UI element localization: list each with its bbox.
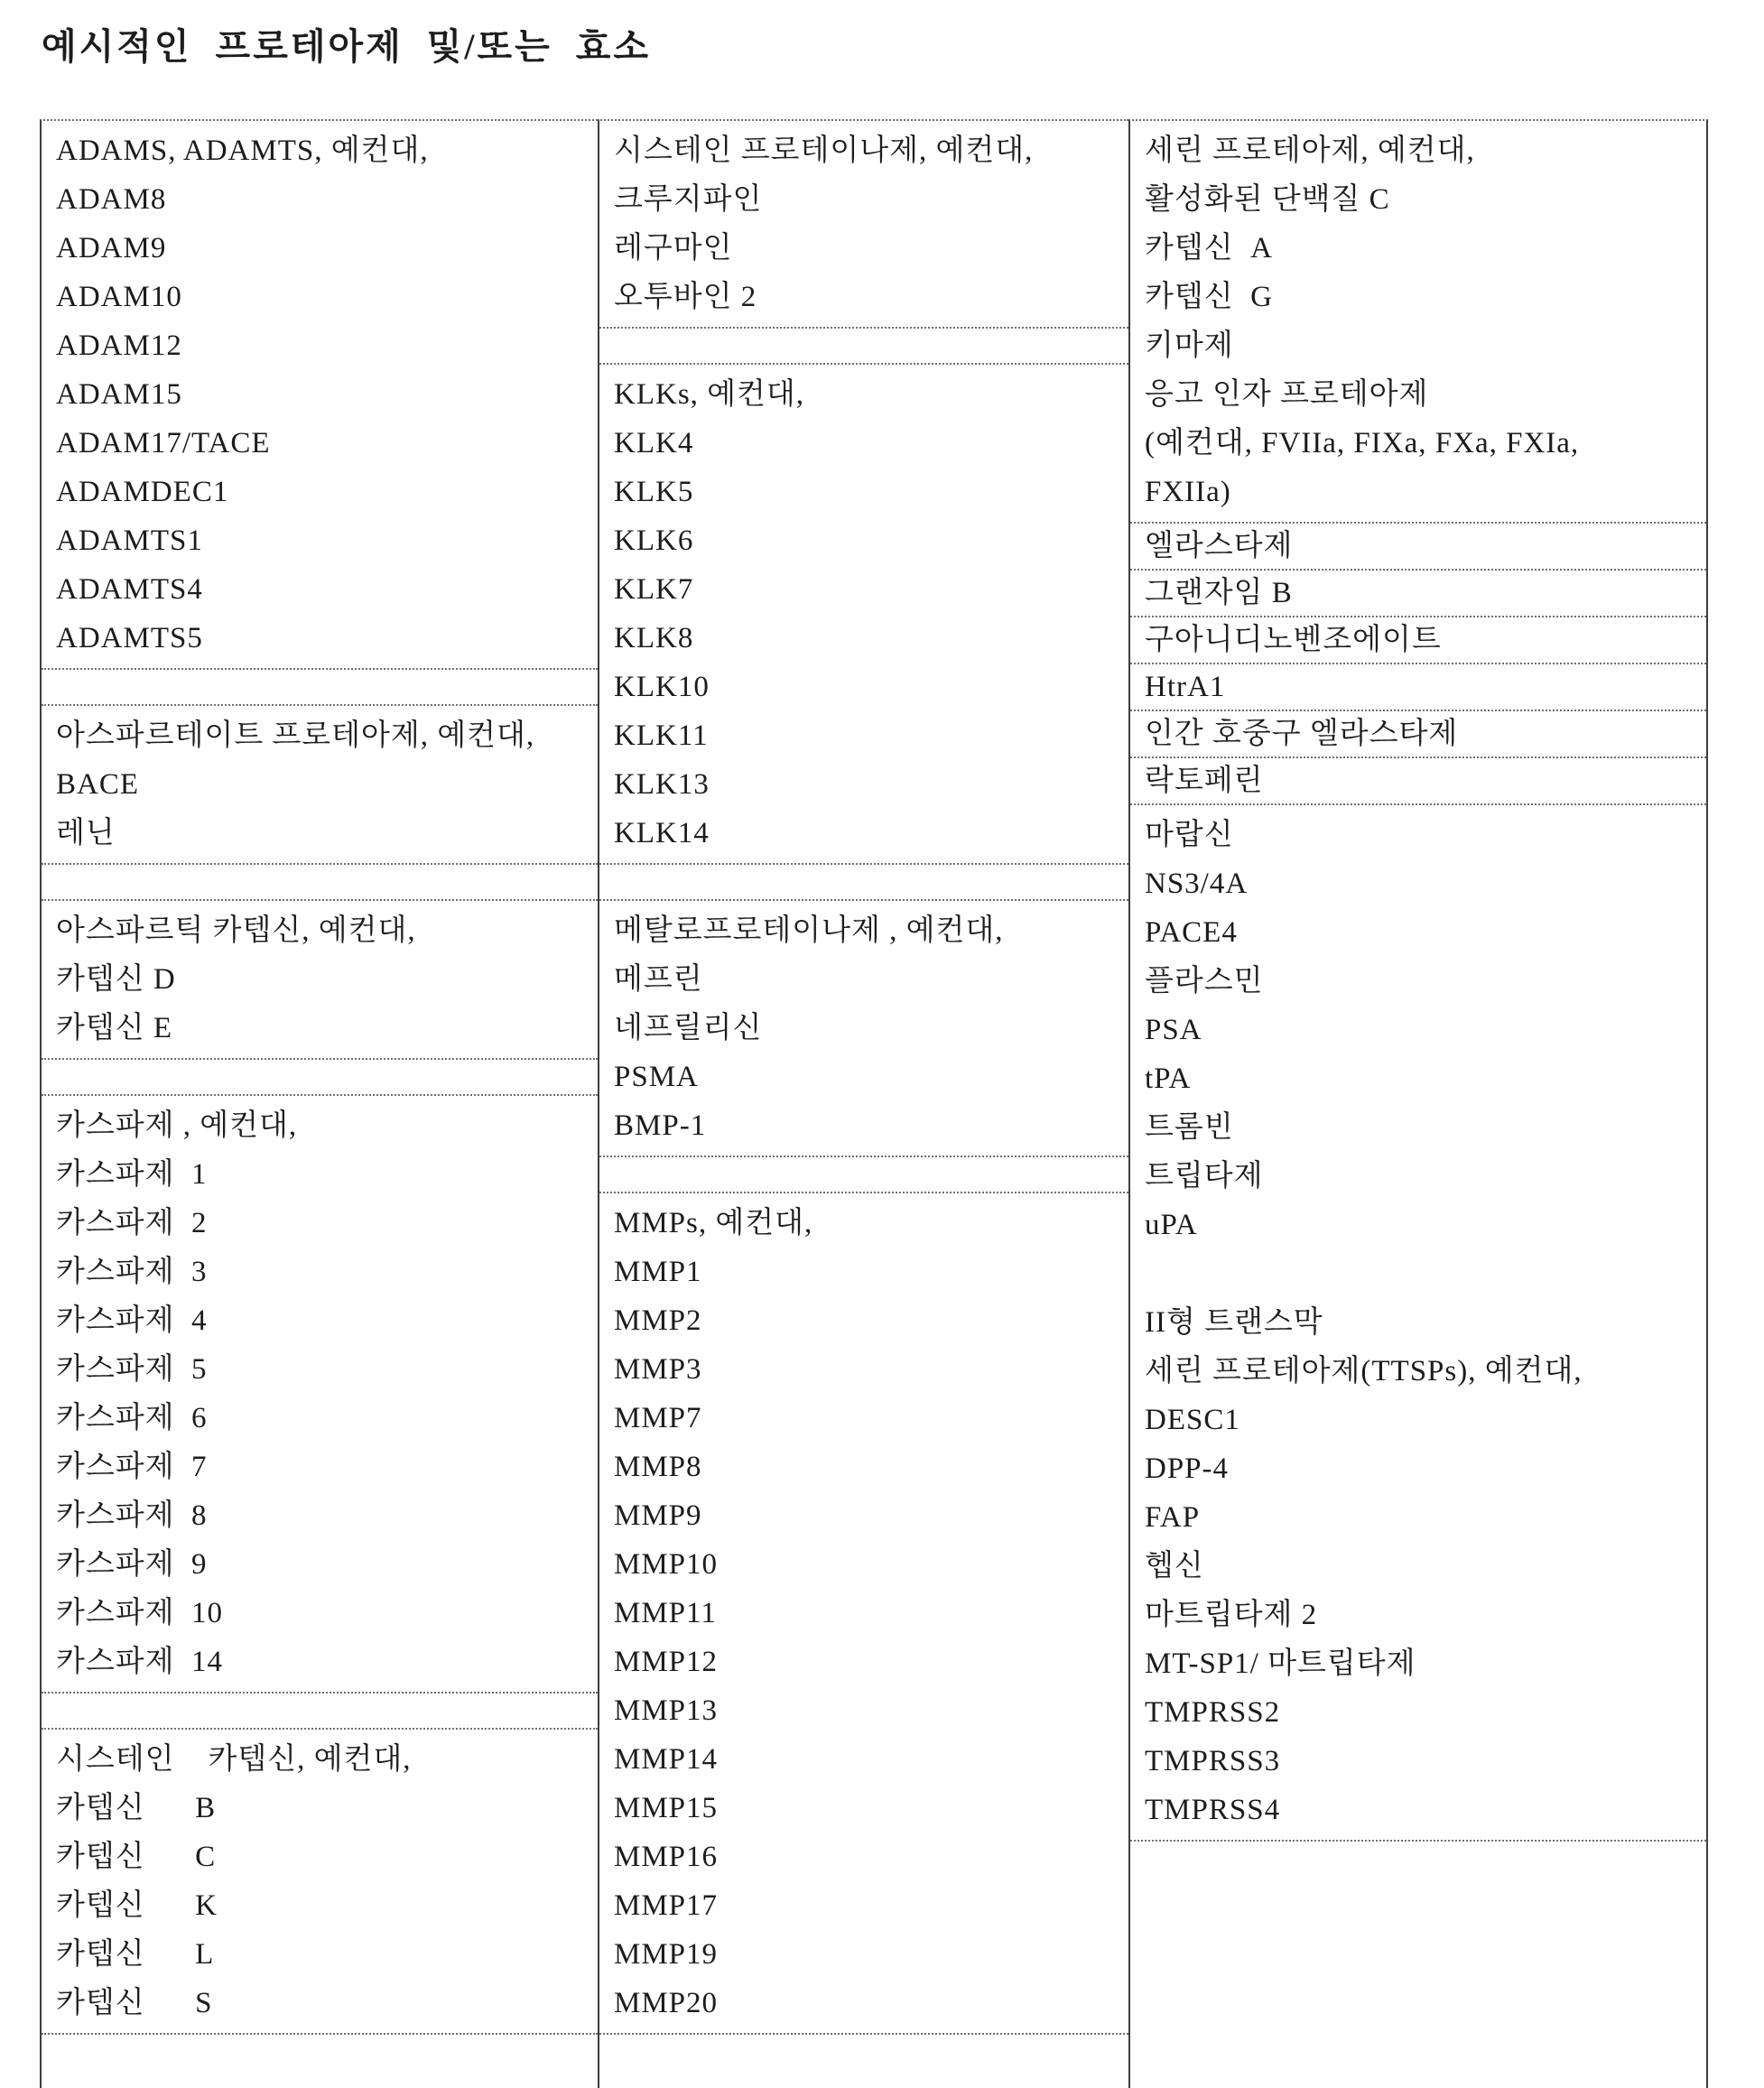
enzyme-line: MMP12 [614, 1646, 719, 1678]
enzyme-line: MMPs, 예컨대, [614, 1207, 813, 1239]
enzyme-line: BACE [56, 768, 140, 801]
enzyme-line: KLK14 [614, 817, 710, 849]
enzyme-line: KLK13 [614, 768, 710, 801]
spacer-cell [42, 1060, 598, 1096]
enzyme-line: 카텝신 A [1145, 232, 1273, 264]
enzyme-group [42, 121, 598, 670]
enzyme-line: PACE4 [1145, 916, 1238, 949]
enzyme-line: 키마제 [1145, 329, 1234, 362]
enzyme-line: 인간 호중구 엘라스타제 [1145, 718, 1459, 750]
enzyme-line: 카스파제 , 예컨대, [56, 1109, 298, 1142]
enzyme-line: TMPRSS4 [1145, 1794, 1281, 1826]
enzyme-line: 카텝신 C [56, 1841, 217, 1873]
enzyme-line: PSA [1145, 1014, 1202, 1046]
enzyme-line: 카텝신 D [56, 963, 176, 996]
enzyme-line: ADAMDEC1 [56, 476, 229, 508]
enzyme-line: II형 트랜스막 [1145, 1306, 1323, 1339]
enzyme-group [42, 901, 598, 1060]
spacer-cell [599, 865, 1128, 901]
enzyme-line: ADAM9 [56, 232, 167, 264]
enzyme-line: 플라스민 [1145, 965, 1264, 998]
table-column-3 [1128, 119, 1708, 2088]
enzyme-line: TMPRSS2 [1145, 1696, 1281, 1729]
enzyme-group [599, 901, 1128, 1157]
enzyme-group [42, 1096, 598, 1694]
enzyme-line: MMP15 [614, 1792, 719, 1824]
enzyme-group [42, 706, 598, 865]
enzyme-line: ADAMTS4 [56, 573, 203, 606]
enzyme-line: MMP1 [614, 1256, 702, 1288]
enzyme-line: 마랍신 [1145, 819, 1234, 851]
enzyme-line: 활성화된 단백질 C [1145, 183, 1390, 216]
empty-cell [1130, 1842, 1706, 2088]
enzyme-line: 카텝신 G [1145, 281, 1273, 313]
enzyme-line: KLK7 [614, 573, 694, 606]
enzyme-line: 레구마인 [614, 232, 733, 264]
enzyme-group [1130, 571, 1706, 617]
enzyme-line: KLK4 [614, 427, 694, 459]
enzyme-line: 카텝신 K [56, 1889, 218, 1922]
spacer-cell [599, 1157, 1128, 1193]
enzyme-line: MMP16 [614, 1841, 719, 1873]
enzyme-line: 트롬빈 [1145, 1111, 1234, 1144]
enzyme-line: 메프린 [614, 963, 703, 996]
enzyme-line: 레닌 [56, 817, 116, 849]
enzyme-line: 카스파제 10 [56, 1597, 224, 1629]
enzyme-line: KLK6 [614, 524, 694, 557]
enzyme-line: 오투바인 2 [614, 281, 757, 313]
enzyme-line: MMP13 [614, 1694, 719, 1727]
spacer-cell [42, 1694, 598, 1730]
enzyme-line: 세린 프로테아제, 예컨대, [1145, 135, 1475, 167]
enzyme-line: KLK5 [614, 476, 694, 508]
enzyme-line: MMP14 [614, 1743, 719, 1776]
enzyme-line: 카텝신 S [56, 1987, 213, 2019]
enzyme-group [1130, 121, 1706, 524]
enzyme-group [599, 365, 1128, 865]
enzyme-line: 구아니디노벤조에이트 [1145, 624, 1442, 656]
enzyme-line: 엘라스타제 [1145, 530, 1294, 562]
enzyme-line: 카스파제 3 [56, 1256, 208, 1288]
enzyme-line: KLK11 [614, 719, 709, 752]
enzyme-line: 시스테인 카텝신, 예컨대, [56, 1743, 412, 1776]
enzyme-group [599, 121, 1128, 329]
empty-cell [42, 2035, 598, 2088]
enzyme-group [599, 1193, 1128, 2035]
table-column-2 [598, 119, 1128, 2088]
enzyme-line: PSMA [614, 1061, 699, 1093]
enzyme-line: 트립타제 [1145, 1160, 1264, 1192]
enzyme-line: KLKs, 예컨대, [614, 378, 805, 411]
enzyme-line: BMP-1 [614, 1109, 707, 1142]
enzyme-line: 카스파제 9 [56, 1548, 208, 1581]
enzyme-group [1130, 524, 1706, 571]
enzyme-line: 카스파제 5 [56, 1353, 208, 1386]
enzyme-line: TMPRSS3 [1145, 1745, 1281, 1777]
enzyme-group [1130, 664, 1706, 711]
enzyme-line: ADAMS, ADAMTS, 예컨대, [56, 135, 429, 167]
enzyme-line: tPA [1145, 1063, 1192, 1095]
enzyme-line: 메탈로프로테이나제 , 예컨대, [614, 914, 1004, 947]
spacer-cell [42, 865, 598, 901]
enzyme-line: 카스파제 6 [56, 1402, 208, 1434]
enzyme-line [1145, 1249, 1697, 1298]
enzyme-line: MMP19 [614, 1938, 719, 1971]
enzyme-line: MMP17 [614, 1889, 719, 1922]
enzyme-line: 크루지파인 [614, 183, 763, 216]
enzyme-group [42, 1730, 598, 2035]
enzyme-line: 세린 프로테아제(TTSPs), 예컨대, [1145, 1355, 1583, 1387]
enzyme-line: ADAM15 [56, 378, 182, 411]
enzyme-line: DPP-4 [1145, 1452, 1230, 1485]
enzyme-line: NS3/4A [1145, 868, 1249, 900]
enzyme-group [1130, 617, 1706, 664]
enzyme-line: KLK8 [614, 622, 694, 654]
enzyme-line: 카텝신 E [56, 1012, 173, 1044]
table-column-1 [40, 119, 598, 2088]
spacer-cell [42, 670, 598, 706]
enzyme-line: 네프릴리신 [614, 1012, 763, 1044]
enzyme-line: MMP11 [614, 1597, 717, 1629]
enzyme-line: MMP9 [614, 1499, 702, 1532]
enzyme-line: (예컨대, FVIIa, FIXa, FXa, FXIa, [1145, 427, 1580, 459]
enzyme-line: 마트립타제 2 [1145, 1599, 1318, 1631]
enzyme-line: 시스테인 프로테이나제, 예컨대, [614, 135, 1034, 167]
enzyme-line: 카텝신 L [56, 1938, 215, 1971]
enzyme-line: uPA [1145, 1209, 1198, 1241]
enzyme-line: FAP [1145, 1501, 1201, 1534]
enzyme-line: 응고 인자 프로테아제 [1145, 378, 1429, 411]
enzyme-line: ADAM8 [56, 183, 167, 216]
enzyme-line: MMP2 [614, 1304, 702, 1337]
enzyme-group [1130, 711, 1706, 758]
enzyme-group [1130, 758, 1706, 805]
page-title: 예시적인 프로테아제 및/또는 효소 [42, 26, 652, 67]
enzyme-line: ADAM17/TACE [56, 427, 271, 459]
enzyme-line: MMP8 [614, 1451, 702, 1483]
enzyme-line: DESC1 [1145, 1404, 1240, 1436]
enzyme-line: ADAMTS5 [56, 622, 203, 654]
enzyme-line: 카스파제 1 [56, 1158, 208, 1191]
empty-cell [599, 2035, 1128, 2088]
enzyme-line: KLK10 [614, 671, 710, 703]
enzyme-line: MMP7 [614, 1402, 702, 1434]
enzyme-line: FXIIa) [1145, 476, 1231, 508]
enzyme-line: 카텝신 B [56, 1792, 217, 1824]
enzyme-line: ADAM10 [56, 281, 182, 313]
spacer-cell [599, 329, 1128, 365]
enzyme-line: MT-SP1/ 마트립타제 [1145, 1647, 1416, 1680]
enzyme-line: HtrA1 [1145, 671, 1226, 703]
enzyme-line: 그랜자임 B [1145, 577, 1293, 609]
enzyme-line: 카스파제 4 [56, 1304, 208, 1337]
enzyme-line: 카스파제 7 [56, 1451, 208, 1483]
enzyme-line: 카스파제 2 [56, 1207, 208, 1239]
enzyme-line: 아스파르테이트 프로테아제, 예컨대, [56, 719, 535, 752]
enzyme-line: MMP20 [614, 1987, 719, 2019]
enzyme-line: 헵신 [1145, 1550, 1204, 1582]
enzyme-line: MMP10 [614, 1548, 719, 1581]
enzyme-line: 락토페린 [1145, 765, 1264, 797]
enzyme-line: ADAM12 [56, 329, 182, 362]
enzyme-line: 아스파르틱 카텝신, 예컨대, [56, 914, 416, 947]
protease-table [40, 119, 1708, 2088]
enzyme-group [1130, 805, 1706, 1842]
enzyme-line: 카스파제 8 [56, 1499, 208, 1532]
enzyme-line: 카스파제 14 [56, 1646, 224, 1678]
enzyme-line: ADAMTS1 [56, 524, 203, 557]
enzyme-line: MMP3 [614, 1353, 702, 1386]
